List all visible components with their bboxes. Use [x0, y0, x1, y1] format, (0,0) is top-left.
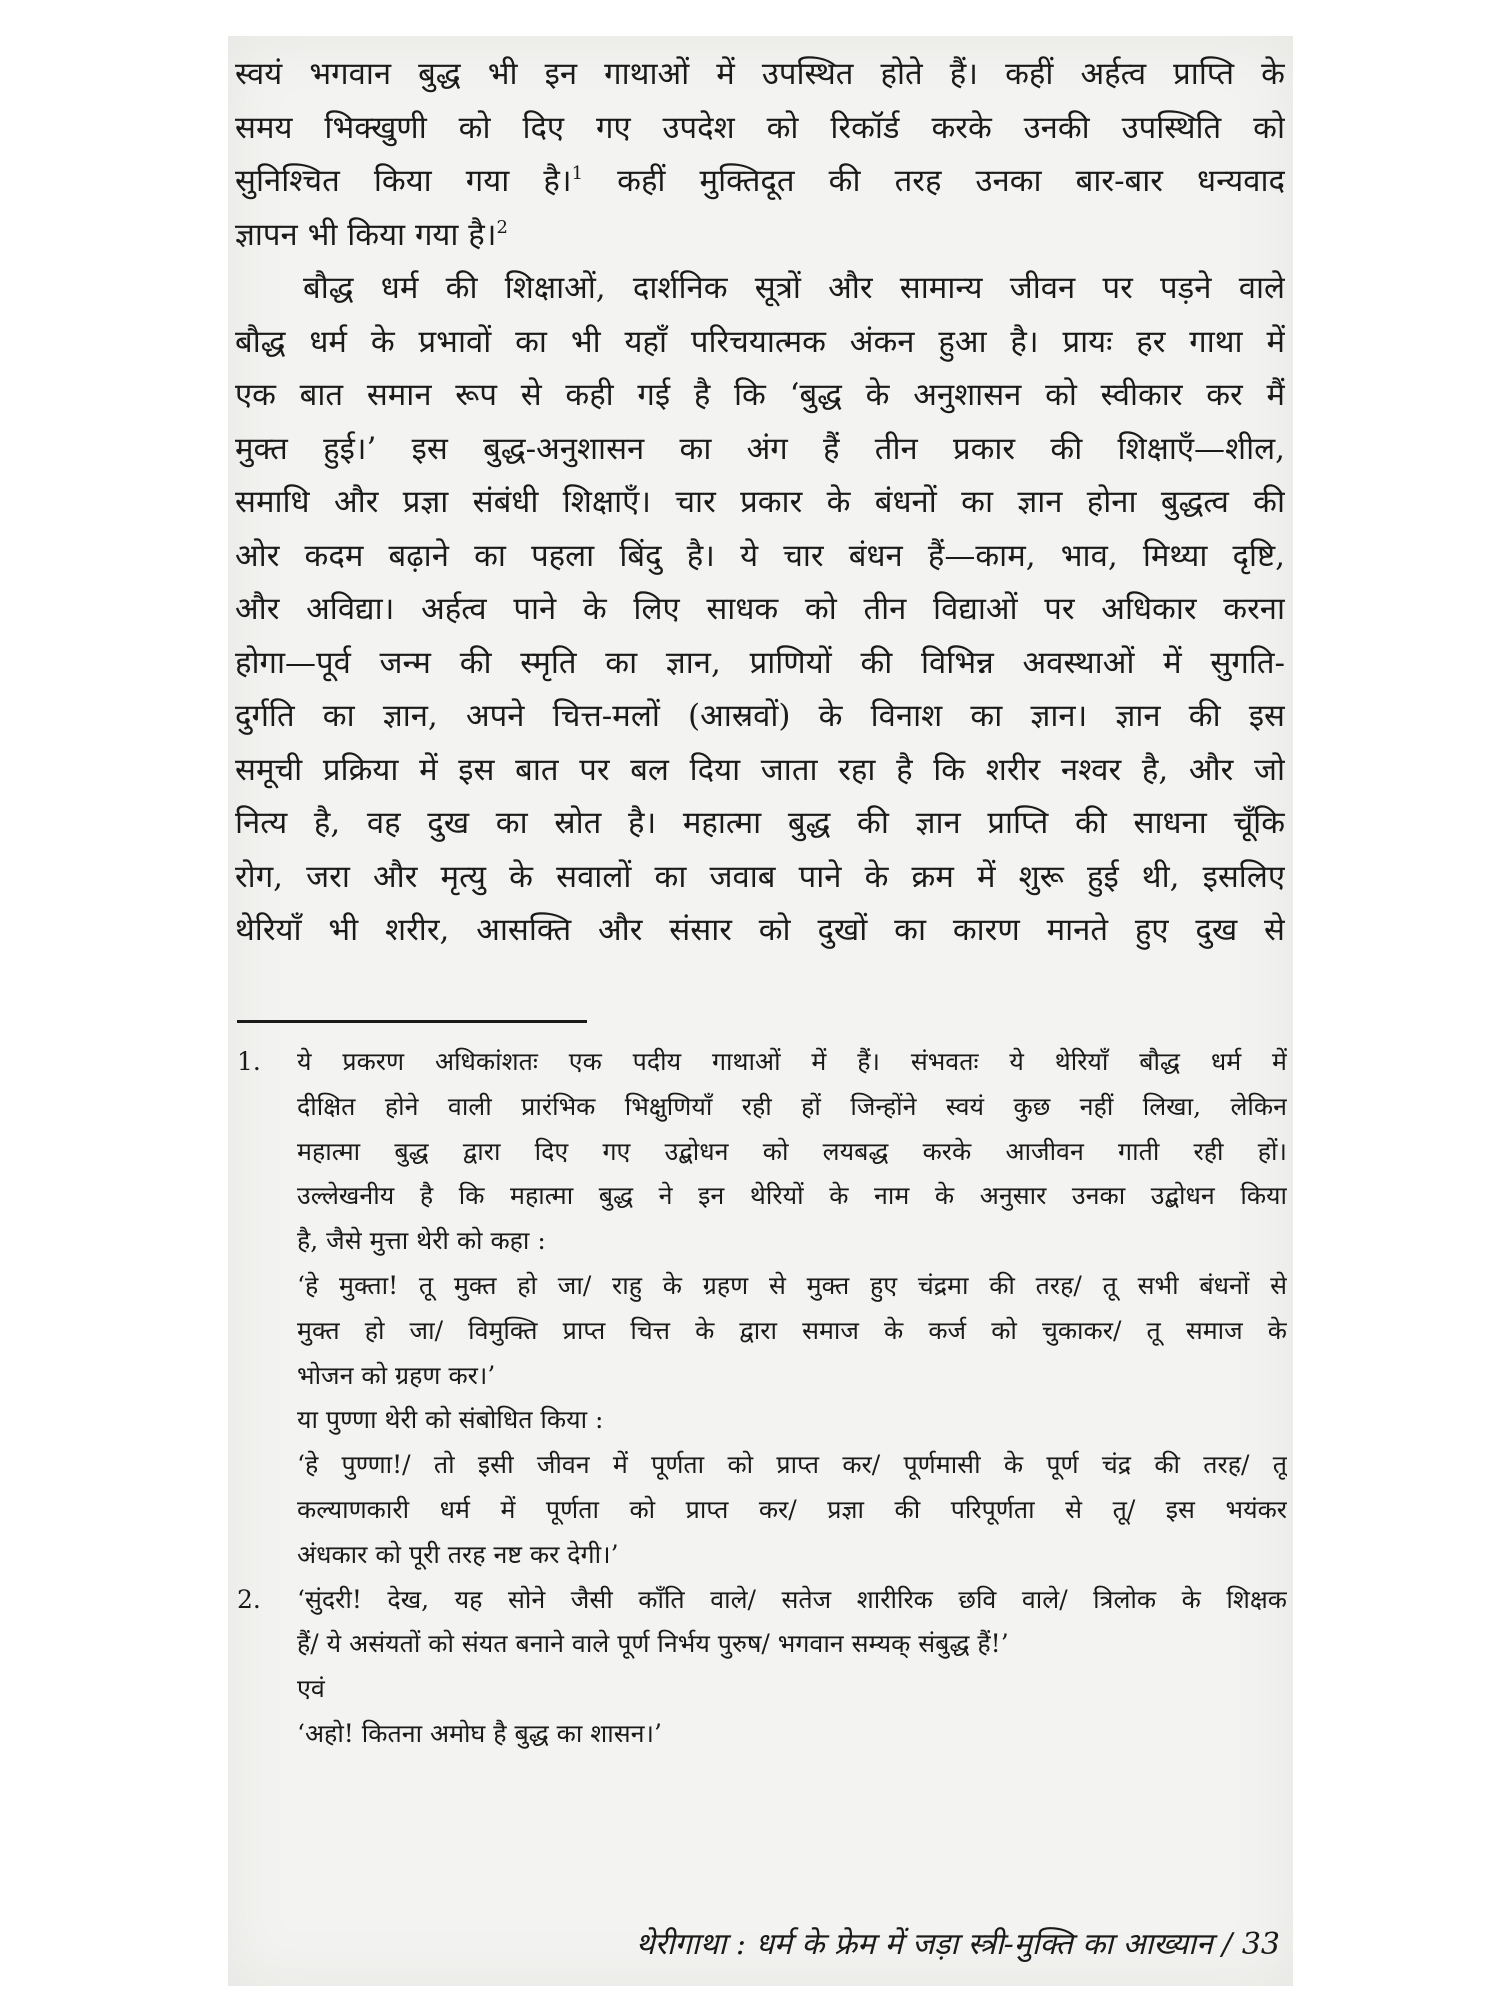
footnote-line: ‘सुंदरी! देख, यह सोने जैसी काँति वाले/ सतेज शारीरिक छवि वाले/ त्रिलोक के शिक्षक [297, 1584, 1287, 1614]
text-line: समय भिक्खुणी को दिए गए उपदेश को रिकॉर्ड करके उनकी उपस्थिति को [235, 109, 1285, 146]
footnote-line: है, जैसे मुत्ता थेरी को कहा : [297, 1226, 546, 1256]
footnote-line: उल्लेखनीय है कि महात्मा बुद्ध ने इन थेरियों के नाम के अनुसार उनका उद्बोधन किया [297, 1181, 1287, 1211]
footnote-line: ‘अहो! कितना अमोघ है बुद्ध का शासन।’ [297, 1718, 662, 1748]
footnote-divider [237, 1020, 587, 1023]
text-segment: सुनिश्चित किया गया है। [235, 163, 572, 199]
text-line: एक बात समान रूप से कही गई है कि ‘बुद्ध के अनुशासन को स्वीकार कर मैं [235, 377, 1285, 413]
text-line: दुर्गति का ज्ञान, अपने चित्त-मलों (आस्रवों) के विनाश का ज्ञान। ज्ञान की इस [235, 698, 1285, 734]
text-segment: कहीं मुक्तिदूत की तरह उनका बार-बार धन्यवाद [583, 163, 1285, 199]
text-line: समाधि और प्रज्ञा संबंधी शिक्षाएँ। चार प्रकार के बंधनों का ज्ञान होना बुद्धत्व की [235, 484, 1285, 520]
text-line: नित्य है, वह दुख का स्रोत है। महात्मा बुद्ध की ज्ञान प्राप्ति की साधना चूँकि [235, 805, 1285, 841]
main-text [235, 48, 1285, 958]
footnote-number: 1. [237, 1047, 261, 1076]
text-segment: ज्ञापन भी किया गया है। [235, 216, 497, 253]
footnote-1 [237, 1040, 1287, 1578]
text-line: स्वयं भगवान बुद्ध भी इन गाथाओं में उपस्थित होते हैं। कहीं अर्हत्व प्राप्ति के [235, 56, 1285, 92]
text-line: समूची प्रक्रिया में इस बात पर बल दिया जाता रहा है कि शरीर नश्वर है, और जो [235, 751, 1285, 788]
footnote-number: 2. [237, 1584, 261, 1614]
text-line: होगा—पूर्व जन्म की स्मृति का ज्ञान, प्राणियों की विभिन्न अवस्थाओं में सुगति- [235, 644, 1285, 681]
footnote-line: एवं [297, 1674, 325, 1704]
text-line [235, 209, 1285, 263]
footnote-line: हैं/ ये असंयतों को संयत बनाने वाले पूर्ण निर्भय पुरुष/ भगवान सम्यक् संबुद्ध हैं!’ [297, 1629, 1009, 1659]
footnote-line: भोजन को ग्रहण कर।’ [297, 1360, 496, 1390]
footnote-line: दीक्षित होने वाली प्रारंभिक भिक्षुणियाँ रही हों जिन्होंने स्वयं कुछ नहीं लिखा, लेकिन [297, 1091, 1287, 1121]
running-title: थेरीगाथा : धर्म के फ्रेम में जड़ा स्त्री-मुक्ति का आख्यान [635, 1927, 1213, 1962]
footnote-line: या पुण्णा थेरी को संबोधित किया : [297, 1405, 604, 1435]
footnotes [237, 1040, 1287, 1757]
footnote-line: ‘हे पुण्णा!/ तो इसी जीवन में पूर्णता को प्राप्त कर/ पूर्णमासी के पूर्ण चंद्र की तरह/ तू [297, 1450, 1287, 1480]
text-line: ओर कदम बढ़ाने का पहला बिंदु है। ये चार बंधन हैं—काम, भाव, मिथ्या दृष्टि, [235, 537, 1285, 574]
footnote-ref-2[interactable]: 2 [496, 216, 508, 238]
footnote-line: ये प्रकरण अधिकांशतः एक पदीय गाथाओं में हैं। संभवतः ये थेरियाँ बौद्ध धर्म में [297, 1047, 1287, 1076]
page-number: 33 [1241, 1927, 1280, 1962]
footnote-line: महात्मा बुद्ध द्वारा दिए गए उद्बोधन को लयबद्ध करके आजीवन गाती रही हों। [297, 1136, 1287, 1166]
text-line [235, 155, 1285, 209]
text-line: थेरियाँ भी शरीर, आसक्ति और संसार को दुखों का कारण मानते हुए दुख से [235, 912, 1285, 948]
running-footer [635, 1922, 1280, 1963]
text-line: और अविद्या। अर्हत्व पाने के लिए साधक को तीन विद्याओं पर अधिकार करना [235, 591, 1285, 627]
footnote-line: मुक्त हो जा/ विमुक्ति प्राप्त चित्त के द्वारा समाज के कर्ज को चुकाकर/ तू समाज के [297, 1315, 1287, 1345]
text-line: मुक्त हुई।’ इस बुद्ध-अनुशासन का अंग हैं तीन प्रकार की शिक्षाएँ—शील, [235, 430, 1285, 467]
footnote-line: अंधकार को पूरी तरह नष्ट कर देगी।’ [297, 1539, 619, 1569]
footnote-ref-1[interactable]: 1 [571, 163, 584, 184]
text-line: रोग, जरा और मृत्यु के सवालों का जवाब पाने के क्रम में शुरू हुई थी, इसलिए [235, 858, 1285, 895]
footnote-2 [237, 1578, 1287, 1757]
footer-separator: / [1222, 1927, 1233, 1962]
text-line: बौद्ध धर्म के प्रभावों का भी यहाँ परिचयात्मक अंकन हुआ है। प्रायः हर गाथा में [235, 323, 1285, 360]
text-line: बौद्ध धर्म की शिक्षाओं, दार्शनिक सूत्रों और सामान्य जीवन पर पड़ने वाले [303, 270, 1285, 306]
footnote-line: कल्याणकारी धर्म में पूर्णता को प्राप्त कर/ प्रज्ञा की परिपूर्णता से तू/ इस भयंकर [297, 1494, 1287, 1524]
footnote-line: ‘हे मुक्ता! तू मुक्त हो जा/ राहु के ग्रहण से मुक्त हुए चंद्रमा की तरह/ तू सभी बंधनों से [297, 1270, 1287, 1300]
